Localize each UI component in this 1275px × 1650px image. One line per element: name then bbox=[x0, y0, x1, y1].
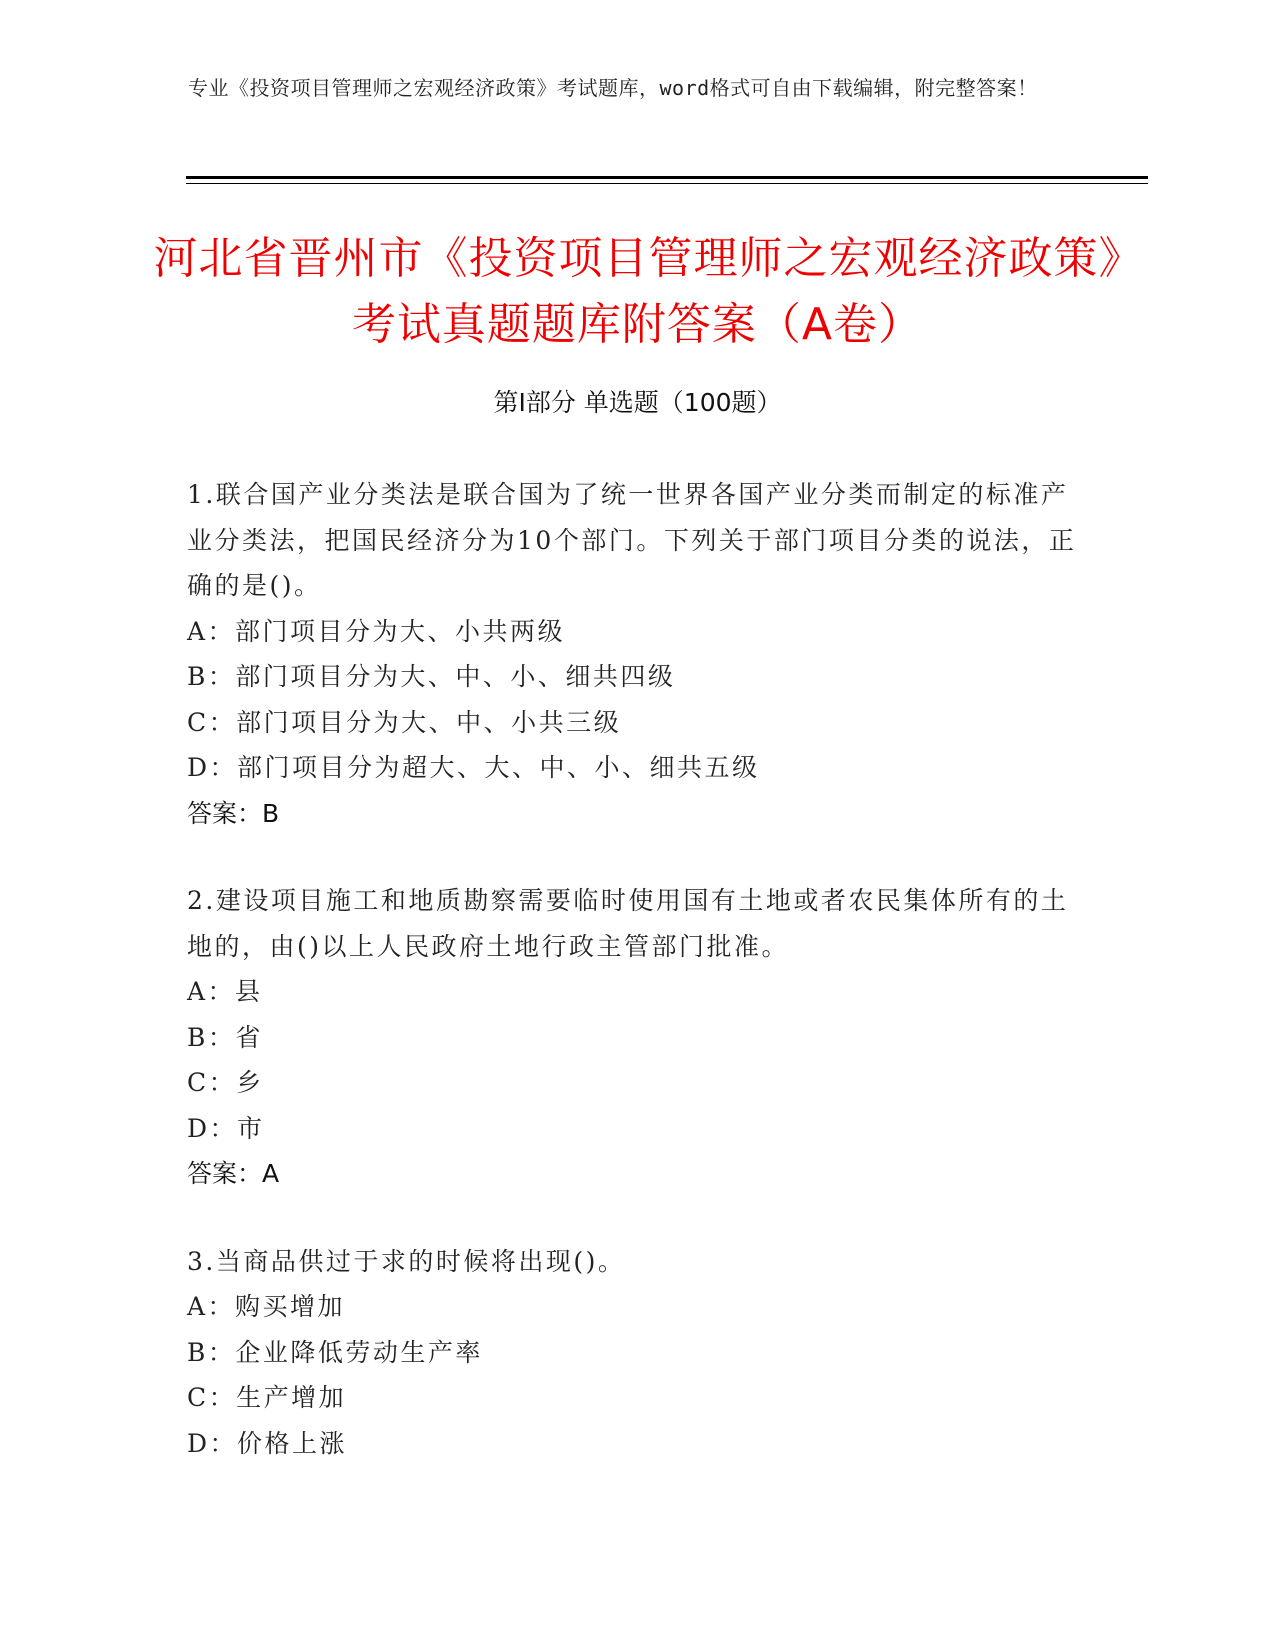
answer-line: 答案：A bbox=[187, 1159, 280, 1188]
header-divider-thin bbox=[186, 183, 1148, 184]
option-c: C：生产增加 bbox=[187, 1383, 347, 1412]
header-note: 专业《投资项目管理师之宏观经济政策》考试题库，word格式可自由下载编辑，附完整答案！ bbox=[188, 76, 1038, 100]
option-b: B：部门项目分为大、中、小、细共四级 bbox=[187, 662, 676, 691]
option-c: C：乡 bbox=[187, 1068, 264, 1097]
option-c: C：部门项目分为大、中、小共三级 bbox=[187, 707, 622, 737]
document-title: 河北省晋州市《投资项目管理师之宏观经济政策》考试真题题库附答案（A卷） bbox=[153, 233, 1122, 350]
option-b: B：省 bbox=[187, 1022, 263, 1052]
question-list bbox=[187, 472, 1087, 1508]
option-a: A：县 bbox=[187, 977, 263, 1006]
option-a: A：购买增加 bbox=[187, 1292, 346, 1321]
question-1 bbox=[187, 472, 1087, 836]
question-text: 3.当商品供过于求的时候将出现()。 bbox=[187, 1246, 626, 1276]
question-text: 1.联合国产业分类法是联合国为了统一世界各国产业分类而制定的标准产业分类法，把国民经济分为10个部门。下列关于部门项目分类的说法，正确的是()。 bbox=[187, 480, 1077, 600]
question-text: 2.建设项目施工和地质勘察需要临时使用国有土地或者农民集体所有的土地的，由()以上人民政府土地行政主管部门批准。 bbox=[187, 886, 1069, 961]
question-2 bbox=[187, 878, 1087, 1197]
option-a: A：部门项目分为大、小共两级 bbox=[187, 616, 566, 646]
answer-line: 答案：B bbox=[187, 798, 280, 828]
question-3 bbox=[187, 1239, 1087, 1467]
section-title: 第I部分 单选题（100题） bbox=[493, 388, 782, 417]
option-d: D：市 bbox=[187, 1113, 265, 1143]
header-divider-thick bbox=[186, 176, 1148, 179]
option-b: B：企业降低劳动生产率 bbox=[187, 1337, 483, 1367]
option-d: D：部门项目分为超大、大、中、小、细共五级 bbox=[187, 753, 760, 782]
option-d: D：价格上涨 bbox=[187, 1428, 348, 1458]
